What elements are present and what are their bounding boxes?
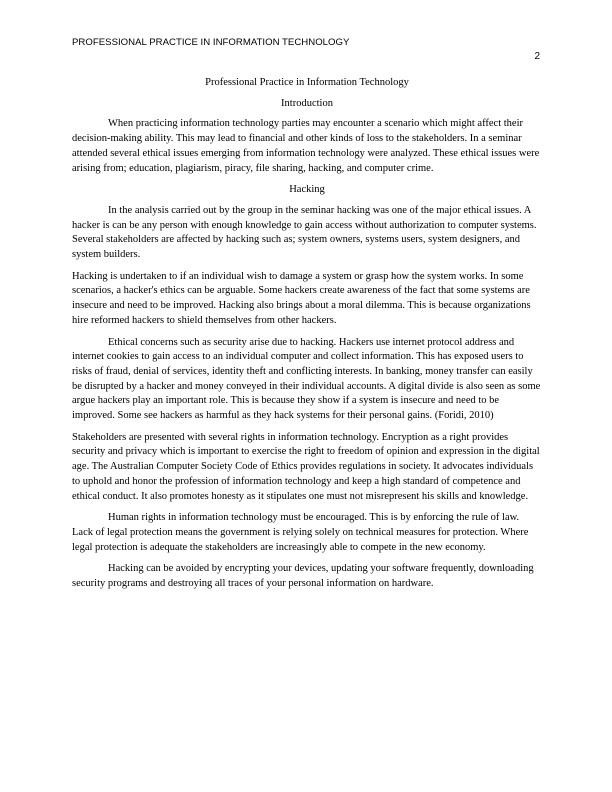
running-head: PROFESSIONAL PRACTICE IN INFORMATION TECHNOLOGY <box>72 37 350 48</box>
document-title: Professional Practice in Information Technology <box>205 77 409 88</box>
section-heading-hacking: Hacking <box>289 184 325 196</box>
document-body <box>72 76 542 599</box>
paragraph: Ethical concerns such as security arise due to hacking. Hackers use internet protocol address and internet cookies to gain access to an individual computer and collect information. This has exposed users to risks of fraud, denial of services, identity theft and conflicting interests. In banking, money transfer can easily be disrupted by a hacker and money conveyed in their individual accounts. A digital divide is also seen as some argue hackers play an important role. This is because they show if a system is insecure and need to be improved. Some see hackers as harmful as they hack systems for their personal gains. (Foridi, 2010) <box>72 336 541 422</box>
page-number: 2 <box>534 51 540 62</box>
paragraph: When practicing information technology parties may encounter a scenario which might affect their decision-making ability. This may lead to financial and other kinds of loss to the stakeholders. In a seminar attended several ethical issues emerging from information technology were analyzed. These ethical issues were arising from; education, plagiarism, piracy, file sharing, hacking, and computer crime. <box>72 118 540 174</box>
section-heading-introduction: Introduction <box>281 97 333 109</box>
paragraph: Hacking is undertaken to if an individual wish to damage a system or grasp how the system works. In some scenarios, a hacker's ethics can be arguable. Some hackers create awareness of the fact that some systems are insecure and need to be improved. Hacking also brings about a moral dilemma. This is because organizations hire reformed hackers to shield themselves from other hackers. <box>72 270 531 326</box>
paragraph: In the analysis carried out by the group in the seminar hacking was one of the major ethical issues. A hacker is can be any person with enough knowledge to gain access without authorization to computer systems. Several stakeholders are affected by hacking such as; system owners, systems users, system designers, and system builders. <box>72 204 537 261</box>
paragraph: Human rights in information technology must be encouraged. This is by enforcing the rule of law. Lack of legal protection means the government is relying solely on technical measures for protection. Where legal protection is adequate the stakeholders are increasingly able to compete in the new economy. <box>72 512 529 553</box>
paragraph: Stakeholders are presented with several rights in information technology. Encryption as a right provides security and privacy which is important to exercise the right to freedom of opinion and expression in the digital age. The Australian Computer Society Code of Ethics provides regulations in society. It advocates individuals to uphold and honor the profession of information technology and keep a high standard of competence and ethical conduct. It also promotes honesty as it stipulates one must not misrepresent his skills and knowledge. <box>72 431 540 502</box>
paragraph: Hacking can be avoided by encrypting your devices, updating your software frequently, downloading security programs and destroying all traces of your personal information on hardware. <box>72 563 534 590</box>
